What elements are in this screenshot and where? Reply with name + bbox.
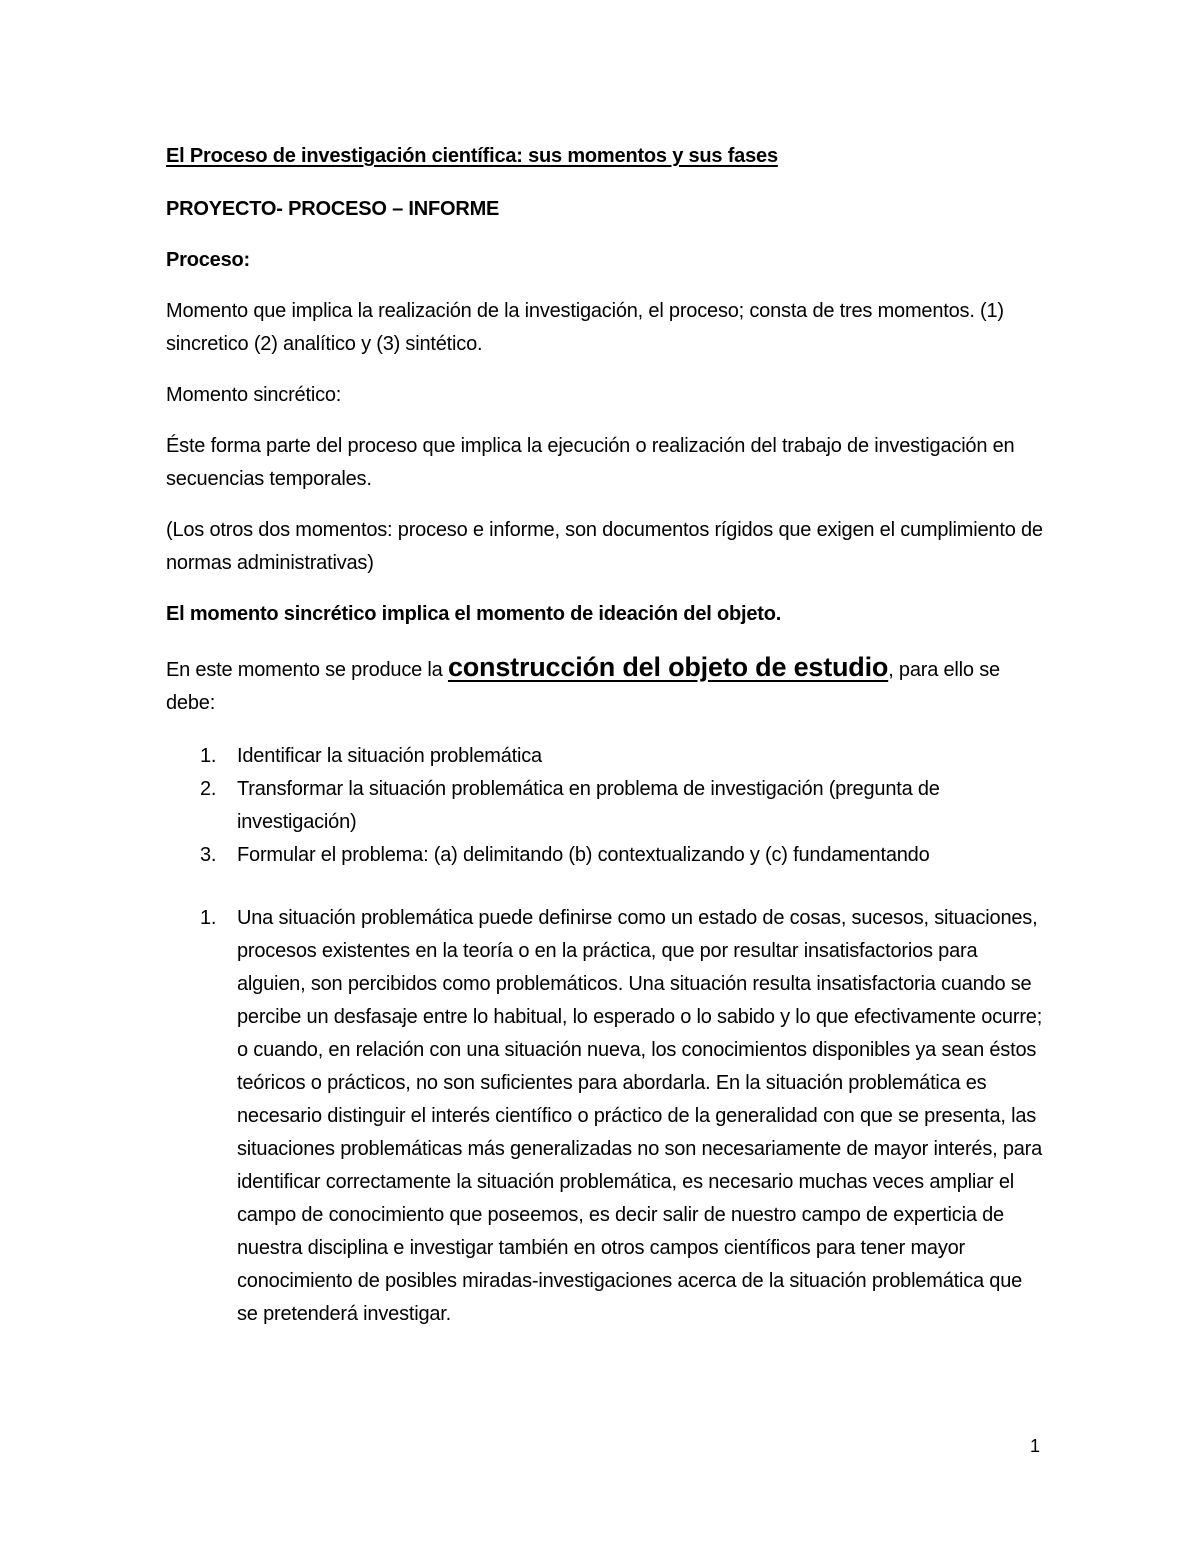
- list-item-text: Transformar la situación problemática en problema de investigación (pregunta de investigación): [237, 778, 940, 833]
- list-item: [166, 773, 1046, 839]
- list-item: [166, 839, 1046, 872]
- construccion-emphasis: construcción del objeto de estudio: [447, 652, 889, 682]
- detail-text: Una situación problemática puede definirse como un estado de cosas, sucesos, situaciones, procesos existentes en la teoría o en la práctica, que por resultar insatisfactorios para alguien, son percibidos como problemáticos. Una situación resulta insatisfactoria cuando se percibe un desfasaje entre lo habitual, lo esperado o lo sabido y lo que efectivamente ocurre; o cuando, en relación con una situación nueva, los conocimientos disponibles ya sean éstos teóricos o prácticos, no son suficientes para abordarla. En la situación problemática es necesario distinguir el interés científico o práctico de la generalidad con que se presenta, las situaciones problemáticas más generalizadas no son necesariamente de mayor interés, para identificar correctamente la situación problemática, es necesario muchas veces ampliar el campo de conocimiento que poseemos, es decir salir de nuestro campo de experticia de nuestra disciplina e investigar también en otros campos científicos para tener mayor conocimiento de posibles miradas-investigaciones acerca de la situación problemática que se pretenderá investigar.: [237, 907, 1043, 1325]
- section-label: Proceso:: [166, 249, 250, 271]
- otros-paragraph: (Los otros dos momentos: proceso e informe, son documentos rígidos que exigen el cumplimiento de normas administrativas): [166, 519, 1043, 574]
- construccion-paragraph: [166, 651, 1046, 720]
- momento-heading: Momento sincrético:: [166, 384, 342, 406]
- list-item-number: 1.: [200, 907, 217, 929]
- steps-list: [166, 740, 1046, 872]
- list-item-text: Formular el problema: (a) delimitando (b) contextualizando y (c) fundamentando: [237, 844, 930, 866]
- construccion-after: , para ello se debe:: [166, 659, 1000, 714]
- list-item: [166, 740, 1046, 773]
- list-item: [166, 902, 1046, 1331]
- document-title: El Proceso de investigación científica: sus momentos y sus fases: [166, 145, 778, 167]
- intro-paragraph: Momento que implica la realización de la investigación, el proceso; consta de tres momentos. (1) sincretico (2) analítico y (3) sintético.: [166, 300, 1004, 355]
- list-item-text: Identificar la situación problemática: [237, 745, 542, 767]
- document-body: [166, 140, 1046, 1331]
- page-number: 1: [1029, 1436, 1040, 1456]
- document-subtitle: PROYECTO- PROCESO – INFORME: [166, 198, 500, 220]
- momento-paragraph: Éste forma parte del proceso que implica la ejecución o realización del trabajo de investigación en secuencias temporales.: [166, 435, 1015, 490]
- list-item-number: 2.: [200, 778, 217, 800]
- construccion-before: En este momento se produce la: [166, 659, 448, 681]
- bold-statement: El momento sincrético implica el momento de ideación del objeto.: [166, 603, 782, 625]
- list-item-number: 1.: [200, 745, 217, 767]
- detail-list: [166, 902, 1046, 1331]
- list-item-number: 3.: [200, 844, 217, 866]
